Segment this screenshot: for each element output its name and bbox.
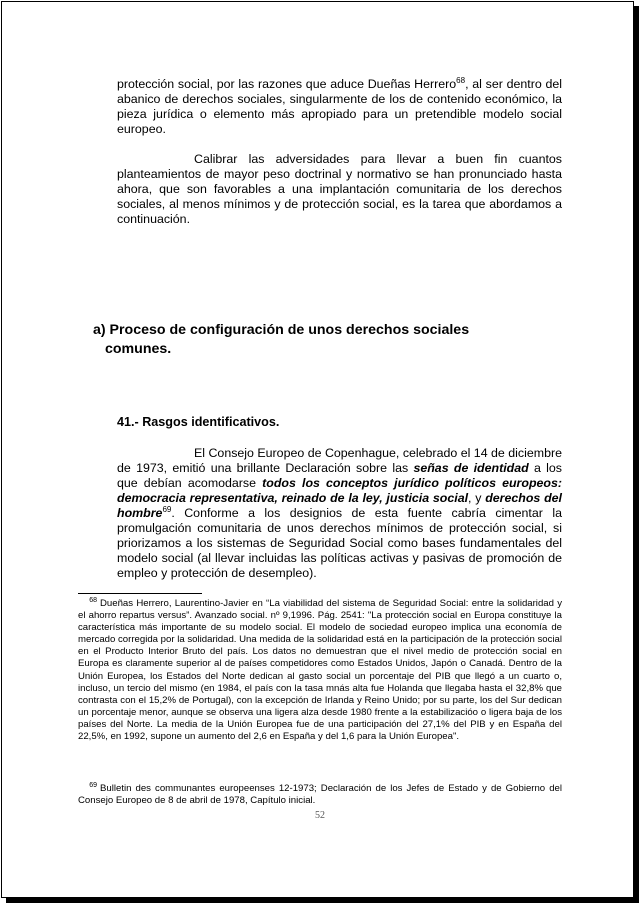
paragraph-3-text-4: . Conforme a los designios de esta fuente cabría cimentar la promulgación comunitaria de unos derechos mínimos de protección social, si priorizamos a los sistemas de Seguridad Social como bases fundamentales del modelo social (al llevar incluidas las políticas activas y pasivas de promoción de empleo y protección de desempleo). [117,506,562,580]
footnote-text: Dueñas Herrero, Laurentino-Javier en “La viabilidad del sistema de Seguridad Social: entre la solidaridad y el ahorro repartus versus”. Avanzado social. nº 9,1996. Pág. 2541: "La protección social en Europa constituye la característica más importante de su modelo social. El modelo de sociedad europeo implica una economía de mercado corregida por la solidaridad. Una medida de la solidaridad está en la participación de la protección social en el Producto Interior Bruto del país. Los datos no demuestran que el nivel medio de protección social en Europa es claramente superior al de países competidores como Estados Unidos, Japón o Canadá. Dentro de la Unión Europea, los Estados del Norte dedican al gasto social un porcentaje del PIB que llegó a un cuarto o, incluso, un tercio del mismo (en 1984, el país con la tasa mnás alta fue Holanda que llegaba hasta el 32,8% que contrasta con el 15,2% de Portugal), con la excepción de Irlanda y Reino Unido; por su parte, los del Sur dedican un porcentaje menor, aunque se observa una ligera alza desde 1980 frente a la estabilizacióo o ligera baja de los países del Norte. La media de la Unión Europea fue de una participación del 27,1% del PIB y en España del 22,5%, en 1992, supone un aumento del 2,6 en España y del 1,6 para la Unión Europea". [78,598,562,743]
footnote-69 [78,783,562,807]
paragraph-1-text-end: , al ser dentro del abanico de derechos sociales, singularmente de los de contenido económico, la pieza jurídica o elemento más apropiado para un pretendible modelo social europeo. [117,77,562,136]
paragraph-3-text-3: , y [468,491,486,505]
footnote-text: Bulletin des communantes europeenses 12-1973; Declaración de los Jefes de Estado y de Gobierno del Consejo Europeo de 8 de abril de 1978, Capítulo inicial. [78,783,562,807]
paragraph-3-text-1: El Consejo Europeo de Copenhague, celebrado el 14 de diciembre de 1973, emitió una brillante Declaración sobre las [117,446,562,475]
paragraph-3-emphasis-1: señas de identidad [413,461,529,475]
page-number: 52 [315,810,325,821]
footnote-68 [78,598,562,743]
paragraph-2: Calibrar las adversidades para llevar a buen fin cuantos planteamientos de mayor peso doctrinal y normativo se han pronunciado hasta ahora, que son favorables a una implantación comunitaria de los derechos sociales, al menos mínimos y de protección social, es la tarea que abordamos a continuación. [117,152,562,226]
paragraph-3-emphasis-3: derechos del hombre [117,491,562,520]
section-heading-a-line1: a) Proceso de configuración de unos derechos sociales [93,322,470,338]
paragraph-1 [117,77,562,137]
footnote-ref-69[interactable]: 69 [162,504,172,514]
section-heading-a-line2: comunes. [105,341,172,357]
footnote-number: 68 [89,596,97,604]
section-heading-a [93,321,561,359]
paragraph-3-emphasis-2: todos los conceptos jurídico políticos europeos: democracia representativa, reinado de la ley, justicia social [117,476,562,505]
footnote-ref-68[interactable]: 68 [456,75,466,85]
page-shadow-right [634,6,639,903]
footnote-separator [78,593,202,594]
paragraph-1-text-start: protección social, por las razones que aduce Dueñas Herrero [117,77,457,91]
paragraph-3-text-2: a los que debían acomodarse [117,461,562,490]
subsection-heading-41: 41.- Rasgos identificativos. [117,415,280,429]
paragraph-3 [117,446,562,581]
page-shadow-bottom [6,898,639,903]
footnote-number: 69 [89,781,97,789]
